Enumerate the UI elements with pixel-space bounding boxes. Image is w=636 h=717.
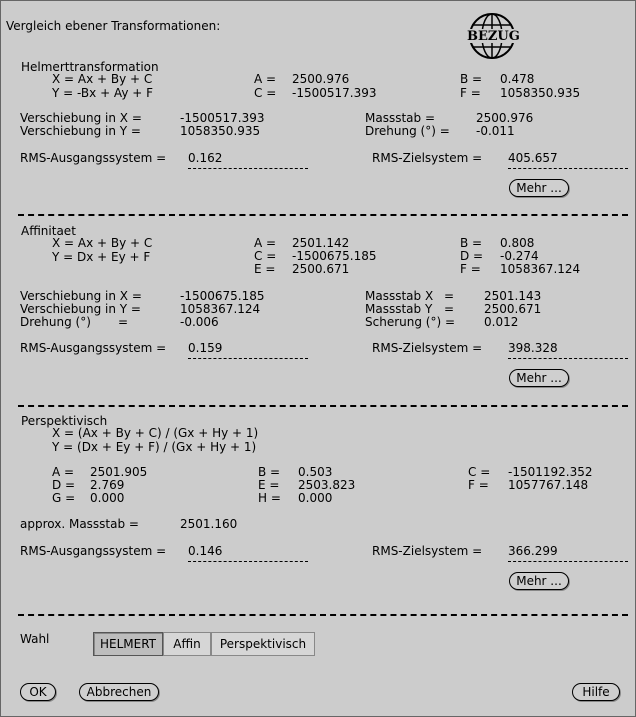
choice-affin-tab[interactable]: Affin bbox=[163, 632, 211, 656]
helmert-a-value: 2500.976 bbox=[292, 72, 350, 86]
affin-shear: 0.012 bbox=[484, 315, 519, 329]
persp-e-value: 2503.823 bbox=[298, 478, 356, 492]
persp-g-value: 0.000 bbox=[90, 491, 125, 505]
affin-scale-x-eq: = bbox=[444, 289, 455, 303]
helmert-scale: 2500.976 bbox=[476, 111, 534, 125]
affin-rms-dst-underline bbox=[508, 358, 628, 359]
affin-scale-y: 2500.671 bbox=[484, 302, 542, 316]
persp-title: Perspektivisch bbox=[21, 414, 108, 428]
helmert-a-label: A = bbox=[254, 72, 277, 86]
persp-e-label: E = bbox=[258, 478, 280, 492]
helmert-rms-src-underline bbox=[188, 168, 308, 169]
choice-helmert-tab[interactable]: HELMERT bbox=[93, 632, 163, 656]
persp-a-value: 2501.905 bbox=[90, 465, 148, 479]
helmert-rms-src: 0.162 bbox=[188, 151, 223, 165]
separator bbox=[18, 614, 628, 616]
affin-rms-dst-label: RMS-Zielsystem = bbox=[372, 341, 483, 355]
helmert-f-label: F = bbox=[460, 86, 481, 100]
helmert-rot-label: Drehung (°) = bbox=[365, 124, 450, 138]
helmert-shift-y: 1058350.935 bbox=[180, 124, 261, 138]
helmert-rms-src-label: RMS-Ausgangssystem = bbox=[20, 151, 167, 165]
helmert-rms-dst-underline bbox=[508, 168, 628, 169]
affin-scale-x: 2501.143 bbox=[484, 289, 542, 303]
helmert-c-label: C = bbox=[254, 86, 277, 100]
helmert-shift-x-label: Verschiebung in X = bbox=[20, 111, 142, 125]
helmert-shift-x: -1500517.393 bbox=[180, 111, 265, 125]
persp-f-label: F = bbox=[468, 478, 489, 492]
affin-rms-dst: 398.328 bbox=[508, 341, 558, 355]
helmert-eq2: Y = -Bx + Ay + F bbox=[52, 86, 154, 100]
affin-rms-src-underline bbox=[188, 358, 308, 359]
helmert-rot: -0.011 bbox=[476, 124, 515, 138]
helmert-c-value: -1500517.393 bbox=[292, 86, 377, 100]
affin-rms-src-label: RMS-Ausgangssystem = bbox=[20, 341, 167, 355]
affin-shift-y: 1058367.124 bbox=[180, 302, 261, 316]
affin-scale-x-label: Massstab X bbox=[365, 289, 434, 303]
affin-c-value: -1500675.185 bbox=[292, 249, 377, 263]
persp-c-label: C = bbox=[468, 465, 491, 479]
persp-eq1: X = (Ax + By + C) / (Gx + Hy + 1) bbox=[52, 426, 259, 440]
affin-e-value: 2500.671 bbox=[292, 262, 350, 276]
cancel-button[interactable]: Abbrechen bbox=[79, 683, 159, 701]
affin-e-label: E = bbox=[254, 262, 276, 276]
persp-g-label: G = bbox=[52, 491, 76, 505]
persp-more-button[interactable]: Mehr ... bbox=[509, 572, 569, 590]
helmert-eq1: X = Ax + By + C bbox=[52, 72, 153, 86]
persp-h-label: H = bbox=[258, 491, 281, 505]
persp-rms-dst-label: RMS-Zielsystem = bbox=[372, 544, 483, 558]
helmert-b-label: B = bbox=[460, 72, 483, 86]
affin-c-label: C = bbox=[254, 249, 277, 263]
persp-b-value: 0.503 bbox=[298, 465, 333, 479]
affin-shift-x: -1500675.185 bbox=[180, 289, 265, 303]
persp-c-value: -1501192.352 bbox=[508, 465, 593, 479]
affin-b-label: B = bbox=[460, 236, 483, 250]
ok-button[interactable]: OK bbox=[20, 683, 56, 701]
affin-rot: -0.006 bbox=[180, 315, 219, 329]
choice-label: Wahl bbox=[20, 632, 50, 646]
helmert-b-value: 0.478 bbox=[500, 72, 535, 86]
affin-eq2: Y = Dx + Ey + F bbox=[52, 250, 151, 264]
affin-a-label: A = bbox=[254, 236, 277, 250]
affin-d-value: -0.274 bbox=[500, 249, 539, 263]
affin-shear-label: Scherung (°) = bbox=[365, 315, 456, 329]
persp-h-value: 0.000 bbox=[298, 491, 333, 505]
persp-approx: 2501.160 bbox=[180, 517, 238, 531]
dialog-title: Vergleich ebener Transformationen: bbox=[6, 19, 221, 33]
helmert-rms-dst: 405.657 bbox=[508, 151, 558, 165]
helmert-shift-y-label: Verschiebung in Y = bbox=[20, 124, 141, 138]
affin-shift-x-label: Verschiebung in X = bbox=[20, 289, 142, 303]
persp-a-label: A = bbox=[52, 465, 75, 479]
helmert-f-value: 1058350.935 bbox=[500, 86, 581, 100]
persp-d-value: 2.769 bbox=[90, 478, 125, 492]
persp-rms-src-label: RMS-Ausgangssystem = bbox=[20, 544, 167, 558]
separator bbox=[18, 214, 628, 216]
logo-text: BEZUG bbox=[467, 29, 520, 44]
affin-rot-label: Drehung (°) bbox=[20, 315, 91, 329]
affin-shift-y-label: Verschiebung in Y = bbox=[20, 302, 141, 316]
persp-f-value: 1057767.148 bbox=[508, 478, 589, 492]
affin-d-label: D = bbox=[460, 249, 484, 263]
affin-f-label: F = bbox=[460, 262, 481, 276]
affin-eq1: X = Ax + By + C bbox=[52, 236, 153, 250]
persp-b-label: B = bbox=[258, 465, 281, 479]
persp-rms-dst-underline bbox=[508, 561, 628, 562]
affin-f-value: 1058367.124 bbox=[500, 262, 581, 276]
persp-d-label: D = bbox=[52, 478, 76, 492]
choice-perspektivisch-tab[interactable]: Perspektivisch bbox=[211, 632, 315, 656]
persp-eq2: Y = (Dx + Ey + F) / (Gx + Hy + 1) bbox=[52, 440, 257, 454]
helmert-title: Helmerttransformation bbox=[21, 60, 159, 74]
helmert-more-button[interactable]: Mehr ... bbox=[509, 179, 569, 197]
affin-rot-eq: = bbox=[118, 315, 129, 329]
affin-title: Affinitaet bbox=[21, 224, 76, 238]
helmert-scale-label: Massstab = bbox=[365, 111, 436, 125]
affin-scale-y-eq: = bbox=[444, 302, 455, 316]
separator bbox=[18, 405, 628, 407]
persp-rms-dst: 366.299 bbox=[508, 544, 558, 558]
affin-b-value: 0.808 bbox=[500, 236, 535, 250]
persp-approx-label: approx. Massstab = bbox=[20, 517, 139, 531]
affin-scale-y-label: Massstab Y bbox=[365, 302, 433, 316]
persp-rms-src-underline bbox=[188, 561, 308, 562]
persp-rms-src: 0.146 bbox=[188, 544, 223, 558]
affin-a-value: 2501.142 bbox=[292, 236, 350, 250]
helmert-rms-dst-label: RMS-Zielsystem = bbox=[372, 151, 483, 165]
affin-more-button[interactable]: Mehr ... bbox=[509, 369, 569, 387]
affin-rms-src: 0.159 bbox=[188, 341, 223, 355]
bezug-logo bbox=[466, 11, 518, 63]
help-button[interactable]: Hilfe bbox=[572, 683, 620, 701]
